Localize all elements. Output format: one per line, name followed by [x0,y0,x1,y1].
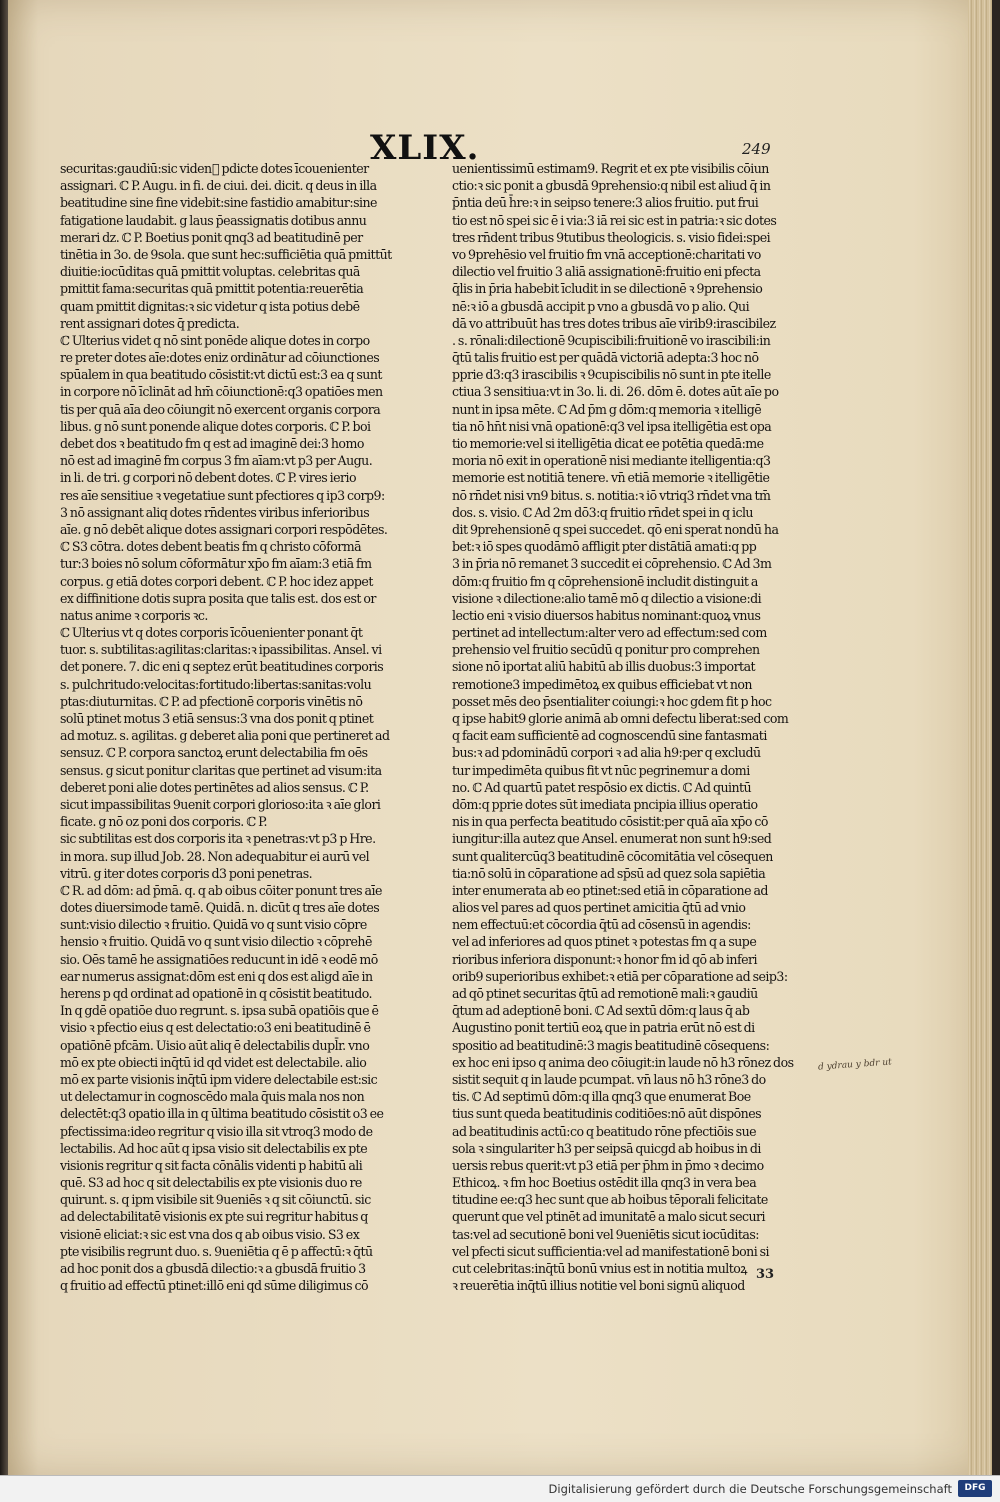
text-line: pmittit fama:securitas quā pmittit potentia:reuerētia [60,281,364,297]
text-line: ℂ Ulterius videt q nō sint ponēde alique dotes in corpo [60,332,370,348]
text-line: pprie d3:q3 irascibilis ꝛ 9cupiscibilis nō sunt in pte itelle [452,367,771,383]
marginal-annotation: d ydrau y bdr ut [817,1057,893,1073]
text-line: re preter dotes aīe:dotes eniz ordinātur ad cōiunctiones [60,350,380,366]
text-column-left [60,160,436,1294]
text-line: herens p qd ordinat ad opationē in q cōsistit beatitudo. [60,986,373,1001]
text-line: debet dos ꝛ beatitudo fm q est ad imaginē dei:3 homo [60,436,364,451]
text-line: sunt:visio dilectio ꝛ fruitio. Quidā vo q sunt visio cōpre [60,917,367,933]
text-line: opatiōnē pfcām. Uisio aūt aliq ē delectabilis dupl̄r. vno [60,1037,370,1053]
text-line: pertinet ad intellectum:alter vero ad effectum:sed com [452,625,767,641]
text-line: in li. de tri. g corpori nō debent dotes. ℂ P. vires ierio [60,470,357,486]
text-line: Augustino ponit tertiū eoꝝ que in patria erūt nō est di [452,1020,755,1036]
text-line: deberet poni alie dotes pertinētes ad alios sensus. ℂ P. [60,779,369,795]
text-line: visionis regritur q sit facta cōnālis videnti p habitū ali [60,1157,363,1173]
text-line: mō ex parte visionis inq̄tū ipm videre delectabile est:sic [60,1071,378,1087]
text-line: ad delectabilitatē visionis ex pte sui regritur habitus q [60,1209,368,1225]
text-line: sio. Oēs tamē he assignatiōes reducunt in idē ꝛ eodē mō [60,951,378,967]
text-line: moria nō exit in operationē nisi mediante itelligentia:q3 [452,453,771,469]
signature-mark: 33 [756,1267,775,1282]
text-line: quē. S3 ad hoc q sit delectabilis ex pte visionis duo re [60,1175,362,1191]
text-line: nunt in ipsa mēte. ℂ Ad p̄m g dōm:q memoria ꝛ itelligē [452,401,762,417]
text-line: ctiua 3 sensitiua:vt in 3o. li. di. 26. dōm ē. dotes aūt aīe po [452,384,779,400]
text-line: orib9 superioribus exhibet:ꝛ etiā per cōparatione ad seip3: [452,968,788,984]
page-stack-edge [968,0,992,1475]
text-line: bet:ꝛ iō spes quodāmō affligit pter distātiā amati:q pp [452,539,757,555]
text-line: pte visibilis regrunt duo. s. 9ueniētia q ē p affectū:ꝛ q̄tū [60,1243,373,1259]
text-line: tuor. s. subtilitas:agilitas:claritas:ꝛ ipassibilitas. Ansel. vi [60,642,382,658]
text-line: assignari. ℂ P. Augu. in fi. de ciui. dei. dicit. q deus in illa [60,178,377,194]
text-line: s. pulchritudo:velocitas:fortitudo:libertas:sanitas:volu [60,676,372,692]
text-line: nē:ꝛ iō a gbusdā accipit p vno a gbusdā vo p alio. Qui [452,298,750,314]
text-line: aīe. g nō debēt alique dotes assignari corpori respōdētes. [60,521,388,537]
text-line: dōm:q pprie dotes sūt imediata pncipia illius operatio [452,796,758,812]
text-line: q facit eam sufficientē ad cognoscendū sine fantasmati [452,728,767,744]
text-line: ficate. g nō oz poni dos corporis. ℂ P. [60,814,267,830]
text-line: dit 9prehensionē q spei succedet. qō eni sperat nondū ha [452,521,779,537]
text-line: tio memorie:vel si itelligētia dicat ee potētia quedā:me [452,436,764,451]
text-line: beatitudine sine fine videbit:sine fastidio amabitur:sine [60,195,377,211]
text-line: sic subtilitas est dos corporis ita ꝛ penetras:vt p3 p Hre. [60,831,376,847]
text-line: ad qō ptinet securitas q̄tū ad remotionē mali:ꝛ gaudiū [452,986,758,1001]
text-line: in mora. sup illud Job. 28. Non adequabitur ei aurū vel [60,848,370,864]
text-line: sola ꝛ singulariter h3 per seipsā quicgd ab hoibus in di [452,1140,761,1156]
folio-number: 249 [742,140,771,158]
footer-credit[interactable]: Digitalisierung gefördert durch die Deutsche Forschungsgemeinschaft [548,1482,952,1496]
text-line: vo 9prehēsio vel fruitio fm vnā acceptionē:charitati vo [452,246,761,262]
text-line: iungitur:illa autez que Ansel. enumerat non sunt h9:sed [452,831,772,847]
text-line: tas:vel ad secutionē boni vel 9ueniētis sicut iocūditas: [452,1226,759,1242]
text-line: ptas:diuturnitas. ℂ P. ad pfectionē corporis vinētis nō [60,693,363,709]
text-line: rent assignari dotes q̄ predicta. [60,315,240,331]
text-line: solū ptinet motus 3 etiā sensus:3 vna dos ponit q ptinet [60,711,374,726]
text-line: corpus. g etiā dotes corpori debent. ℂ P. hoc idez appet [60,573,373,589]
text-line: q̄lis in p̄ria habebit īcludit in se dilectionē ꝛ 9prehensio [452,281,763,297]
text-line: mō ex pte obiecti inq̄tū id qd videt est delectabile. alio [60,1054,367,1070]
text-line: cut celebritas:inq̄tū bonū vnius est in notitia multoꝝ [452,1261,748,1276]
text-line: Ethicoꝝ. ꝛ fm hoc Boetius ostēdit illa qnq3 in vera bea [452,1175,757,1191]
text-line: . s. rōnali:dilectionē 9cupiscibili:fruitionē vo irascibili:in [452,332,771,348]
text-line: lectabilis. Ad hoc aūt q ipsa visio sit delectabilis ex pte [60,1140,368,1156]
text-line: dos. s. visio. ℂ Ad 2m dō3:q fruitio rn̄det spei in q iclu [452,504,753,520]
text-line: sensuz. ℂ P. corpora sanctoꝝ erunt delectabilia fm oēs [60,745,368,761]
text-line: visio ꝛ pfectio eius q est delectatio:o3 eni beatitudinē ē [60,1020,371,1036]
text-line: spositio ad beatitudinē:3 magis beatitudinē cōsequens: [452,1037,770,1053]
text-line: nō est ad imaginē fm corpus 3 fm aīam:vt p3 per Augu. [60,453,373,469]
text-line: bus:ꝛ ad pdominādū corpori ꝛ ad alia h9:per q excludū [452,745,761,761]
text-line: tis per quā aīa deo cōiungit nō exercent organis corpora [60,401,381,417]
dfg-logo-icon[interactable]: DFG [958,1480,992,1497]
text-line: q̄tū talis fruitio est per quādā victoriā adepta:3 hoc nō [452,350,759,366]
text-line: vel pfecti sicut sufficientia:vel ad manifestationē boni si [452,1243,770,1259]
text-line: sistit sequit q in laude pcumpat. vn̄ laus nō h3 rōne3 do [452,1071,766,1087]
text-line: 3 in p̄ria nō remanet 3 succedit ei cōprehensio. ℂ Ad 3m [452,556,772,572]
text-line: vitrū. g iter dotes corporis d3 poni penetras. [60,865,313,881]
text-line: no. ℂ Ad quartū patet respōsio ex dictis. ℂ Ad quintū [452,779,752,795]
text-line: ear numerus assignat:dōm est eni q dos est aligd aīe in [60,968,373,984]
text-line: querunt que vel ptinēt ad imunitatē a malo sicut securi [452,1209,765,1225]
text-line: tur impedimēta quibus fit vt nūc pegrinemur a domi [452,762,750,778]
text-line: res aīe sensitiue ꝛ vegetatiue sunt pfectiores q ip3 corp9: [60,487,385,503]
text-line: uersis rebus querit:vt p3 etiā per p̄hm in p̄mo ꝛ decimo [452,1157,764,1173]
text-line: securitas:gaudiū:sic videnᷓ pdicte dotes īcouenienter [60,161,369,176]
text-line: nō rn̄det nisi vn9 bitus. s. notitia:ꝛ iō vtriq3 rn̄det vna tm̄ [452,487,771,503]
text-line: tis. ℂ Ad septimū dōm:q illa qnq3 que enumerat Boe [452,1089,751,1105]
text-line: vel ad inferiores ad quos ptinet ꝛ potestas fm q a supe [452,934,757,950]
text-line: libus. g nō sunt ponende alique dotes corporis. ℂ P. boi [60,418,371,434]
text-line: posset mēs deo p̄sentialiter coiungi:ꝛ hoc gdem fit p hoc [452,693,772,709]
text-line: alios vel pares ad quos pertinet amicitia q̄tū ad vnio [452,900,746,916]
text-line: visionē eliciat:ꝛ sic est vna dos q ab oibus visio. S3 ex [60,1226,360,1242]
text-line: prehensio vel fruitio secūdū q ponitur pro comprehen [452,642,760,658]
text-line: sione nō iportat aliū habitū ab illis duobus:3 importat [452,659,756,675]
text-line: det ponere. 7. dic eni q septez erūt beatitudines corporis [60,659,384,675]
text-line: q fruitio ad effectū ptinet:illō eni qd sūme diligimus cō [60,1278,369,1294]
text-line: In q gdē opatiōe duo regrunt. s. ipsa subā opatiōis que ē [60,1003,379,1019]
text-line: pfectissima:ideo regritur q visio illa sit vtroq3 modo de [60,1123,373,1139]
text-line: ut delectamur in cognoscēdo mala q̄uis mala nos non [60,1089,365,1105]
text-line: tia:nō solū in cōparatione ad sp̄sū ad quez sola sapiētia [452,865,766,881]
text-line: titudine ee:q3 hec sunt que ab hoibus tēporali felicitate [452,1192,768,1208]
text-line: fatigatione laudabit. g laus p̄eassignatis dotibus annu [60,212,367,228]
text-line: merari dz. ℂ P. Boetius ponit qnq3 ad beatitudinē per [60,229,363,245]
text-line: ad hoc ponit dos a gbusdā dilectio:ꝛ a gbusdā fruitio 3 [60,1261,366,1276]
text-line: dōm:q fruitio fm q cōprehensionē includit distinguit a [452,573,758,589]
text-line: ℂ Ulterius vt q dotes corporis īcōuenienter ponant q̄t [60,625,363,641]
text-line: nem effectuū:et cōcordia q̄tū ad cōsensū in agendis: [452,917,751,933]
text-line: spūalem in qua beatitudo cōsistit:vt dictū est:3 ea q sunt [60,367,382,383]
text-line: dotes diuersimode tamē. Quidā. n. dicūt q tres aīe dotes [60,900,380,916]
text-line: nis in qua perfecta beatitudo cōsistit:per quā aīa xp̄o cō [452,814,768,830]
text-line: sicut impassibilitas 9uenit corpori glorioso:ita ꝛ aīe glori [60,796,381,812]
text-line: p̄ntia deū h̄re:ꝛ in seipso tenere:3 alios fruitio. put frui [452,195,759,211]
text-line: dā vo attribuūt has tres dotes tribus aīe virib9:irascibilez [452,315,776,331]
text-line: visione ꝛ dilectione:alio tamē mō q dilectio a visione:di [452,590,762,606]
text-line: natus anime ꝛ corporis ꝛc. [60,607,208,623]
text-line: quam pmittit dignitas:ꝛ sic videtur q ista potius debē [60,298,360,314]
text-line: rioribus inferiora disponunt:ꝛ honor fm id qō ab inferi [452,951,757,967]
text-line: q ipse habit9 glorie animā ab omni defectu liberat:sed com [452,711,789,726]
text-column-right [452,160,804,1294]
text-line: memorie est notitiā tenere. vn̄ etiā memorie ꝛ itelligētie [452,470,770,486]
text-line: ℂ S3 cōtra. dotes debent beatis fm q christo cōformā [60,539,362,555]
text-line: tinētia in 3o. de 9sola. que sunt hec:sufficiētia quā pmittūt [60,246,392,262]
text-line: 3 nō assignant aliq dotes rn̄dentes viribus inferioribus [60,504,370,520]
digitization-footer [0,1475,1000,1502]
text-line: diuitie:iocūditas quā pmittit voluptas. celebritas quā [60,264,360,280]
text-line: dilectio vel fruitio 3 aliā assignationē:fruitio eni pfecta [452,264,761,280]
text-line: tius sunt queda beatitudinis coditiōes:nō aūt dispōnes [452,1106,762,1122]
text-line: tia nō hn̄t nisi vnā opationē:q3 vel ipsa itelligētia est opa [452,418,772,434]
text-line: lectio eni ꝛ visio diuersos habitus nominant:quoꝝ vnus [452,607,761,623]
text-line: delectēt:q3 opatio illa in q ūltima beatitudo cōsistit o3 ee [60,1106,384,1122]
text-line: in corpore nō īclināt ad hm̄ cōiunctionē:q3 opatiōes men [60,384,383,400]
text-line: tur:3 boies nō solum cōformātur xp̄o fm aīam:3 etiā fm [60,556,372,572]
text-line: ex hoc eni ipso q anima deo cōiugit:in laude nō h3 rōnez dos [452,1054,794,1070]
text-line: ctio:ꝛ sic ponit a gbusdā 9prehensio:q nibil est aliud q̄ in [452,178,771,194]
text-line: uenientissimū estimam9. Regrit et ex pte visibilis cōiun [452,161,769,176]
text-line: sensus. g sicut ponitur claritas que pertinet ad visum:ita [60,762,382,778]
text-line: remotione3 impedimētoꝝ ex quibus efficiebat vt non [452,676,752,692]
text-line: sunt qualitercūq3 beatitudinē cōcomitātia vel cōsequen [452,848,773,864]
text-line: ex diffinitione dotis supra posita que talis est. dos est or [60,590,376,606]
text-line: ad motuz. s. agilitas. g deberet alia poni que pertineret ad [60,728,390,744]
text-line: tio est nō spei sic ē i via:3 iā rei sic est in patria:ꝛ sic dotes [452,212,777,228]
text-line: inter enumerata ab eo ptinet:sed etiā in cōparatione ad [452,882,768,898]
text-line: ad beatitudinis actū:co q beatitudo rōne pfectiōis sue [452,1123,757,1139]
page-header-numeral: XLIX. [370,128,480,168]
text-line: hensio ꝛ fruitio. Quidā vo q sunt visio dilectio ꝛ cōprehē [60,934,372,950]
text-line: tres rn̄dent tribus 9tutibus theologicis. s. visio fidei:spei [452,229,771,245]
text-line: ℂ R. ad dōm: ad p̄mā. q. q ab oibus cōiter ponunt tres aīe [60,882,382,898]
text-line: ꝛ reuerētia inq̄tū illius notitie vel boni signū aliquod [452,1278,745,1294]
text-line: q̄tum ad adeptionē boni. ℂ Ad sextū dōm:q laus q̄ ab [452,1003,750,1019]
text-line: quirunt. s. q ipm visibile sit 9ueniēs ꝛ q sit cōiunctū. sic [60,1192,371,1208]
